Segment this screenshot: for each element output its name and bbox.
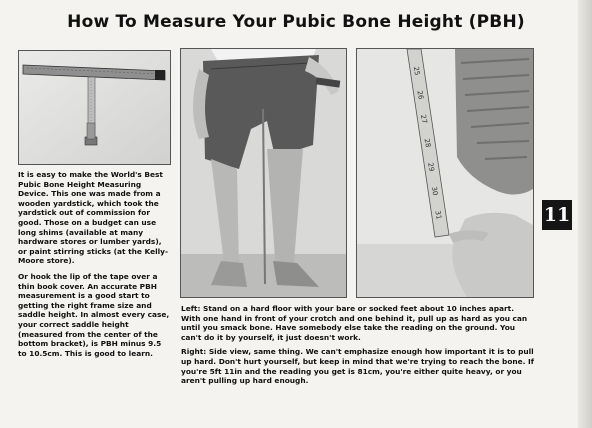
side-view-photo [356,48,534,298]
tape-number: 31 [433,209,443,221]
caption-left: Left: Stand on a hard floor with your bare or socked feet about 10 inches apart. With one hand in front of your crotch and one behind it, pull up as hard as you can until you smack bone. Have somebody else take the reading on the ground. You can't do it by yourself, it just doesn't work. [181,304,528,342]
tape-number: 30 [429,185,440,197]
page-edge-shadow [578,0,592,428]
left-column-text [18,170,170,364]
page-title: How To Measure Your Pubic Bone Height (PBH) [67,12,525,32]
front-view-photo [180,48,347,298]
measuring-device-photo [18,50,171,165]
tape-number: 26 [415,89,425,101]
tape-number: 27 [418,113,429,125]
chapter-number-tab: 11 [542,200,572,230]
photo-captions [181,304,535,391]
tape-number: 25 [411,65,422,77]
intro-paragraph: It is easy to make the World's Best Pubic Bone Height Measuring Device. This one was made from a wooden yardstick, which took the yardstick out of commission for good. Those on a budget can use long shims (available at many hardware stores or lumber yards), or paint stirring sticks (at the Kelly-Moore store). [18,170,169,266]
caption-right: Right: Side view, same thing. We can't emphasize enough how important it is to pull up hard. Don't hurt yourself, but keep in mind that we're trying to reach the bone. If you're 5ft 11in and the reading you get is 81cm, you're either quite heavy, or you aren't pulling up hard enough. [181,347,535,386]
tape-paragraph: Or hook the lip of the tape over a thin book cover. An accurate PBH measurement is a good start to getting the right frame size and saddle height. In almost every case, your correct saddle height (measured from the center of the bottom bracket), is PBH minus 9.5 to 10.5cm. This is good to learn. [18,271,170,358]
tape-number: 28 [422,137,433,149]
tape-number: 29 [426,161,436,173]
